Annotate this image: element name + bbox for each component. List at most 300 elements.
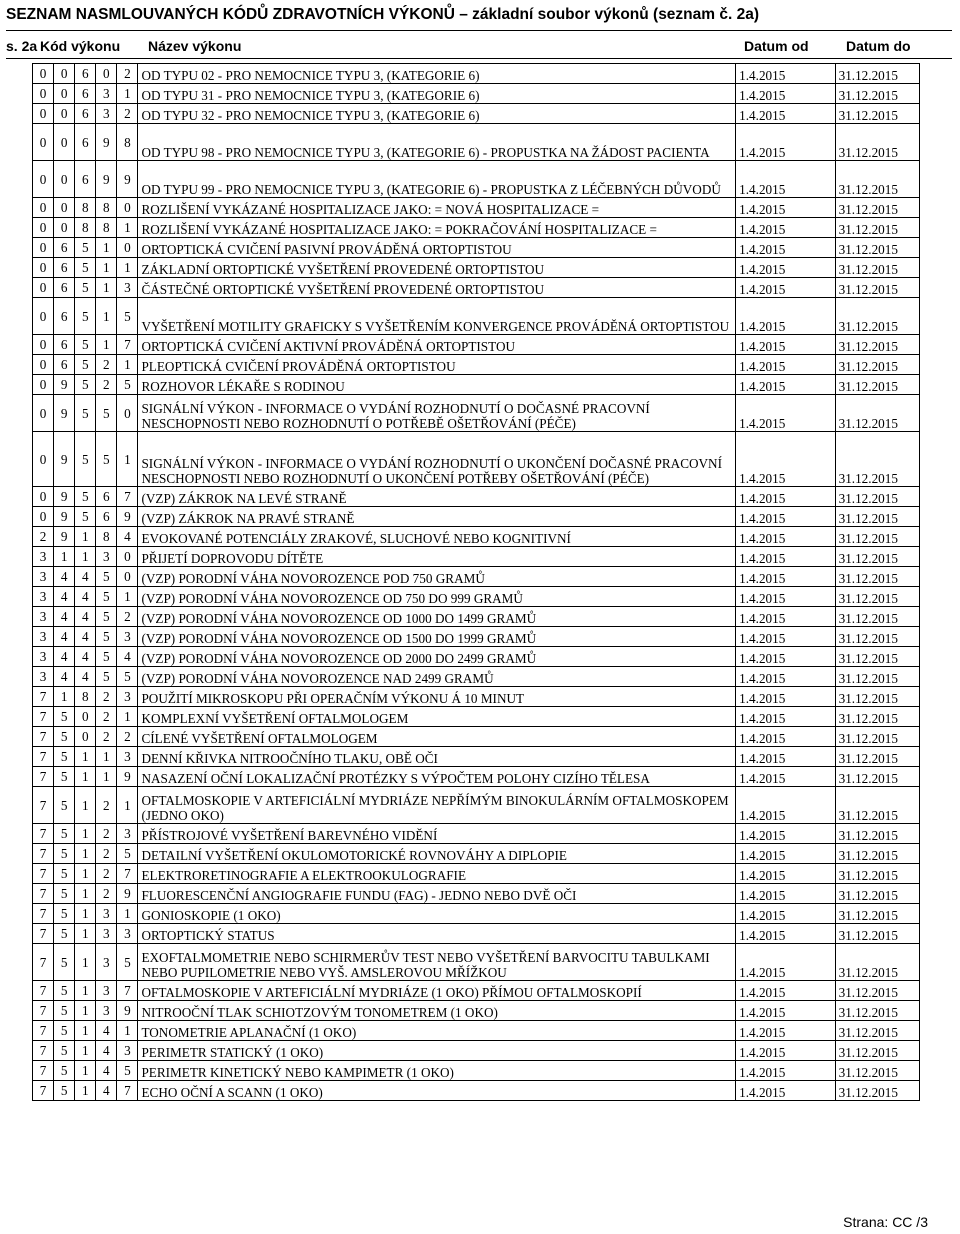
header-datum-od: Datum od xyxy=(744,38,809,54)
code-digit: 9 xyxy=(54,507,75,527)
table-row xyxy=(33,627,920,647)
datum-od: 1.4.2015 xyxy=(736,432,835,487)
code-digit: 3 xyxy=(96,981,117,1001)
vykon-name: TONOMETRIE APLANAČNÍ (1 OKO) xyxy=(138,1021,736,1041)
vykon-name: ROZHOVOR LÉKAŘE S RODINOU xyxy=(138,375,736,395)
code-digit: 4 xyxy=(54,667,75,687)
code-digit: 0 xyxy=(33,124,54,161)
top-rule xyxy=(6,30,952,31)
header-seznam: s. 2a xyxy=(6,38,38,54)
table-row xyxy=(33,667,920,687)
table-row xyxy=(33,124,920,161)
datum-do: 31.12.2015 xyxy=(835,375,919,395)
code-digit: 5 xyxy=(117,1061,138,1081)
code-digit: 5 xyxy=(96,395,117,432)
code-digit: 9 xyxy=(117,1001,138,1021)
table-row xyxy=(33,395,920,432)
table-row xyxy=(33,844,920,864)
datum-do: 31.12.2015 xyxy=(835,84,919,104)
code-digit: 0 xyxy=(117,567,138,587)
datum-od: 1.4.2015 xyxy=(736,747,835,767)
code-digit: 0 xyxy=(54,64,75,84)
code-digit: 0 xyxy=(117,395,138,432)
code-digit: 8 xyxy=(117,124,138,161)
datum-od: 1.4.2015 xyxy=(736,487,835,507)
code-digit: 1 xyxy=(75,904,96,924)
table-row xyxy=(33,864,920,884)
vykon-name: OD TYPU 31 - PRO NEMOCNICE TYPU 3, (KATEGORIE 6) xyxy=(138,84,736,104)
code-digit: 7 xyxy=(33,767,54,787)
code-digit: 1 xyxy=(75,547,96,567)
code-digit: 5 xyxy=(54,747,75,767)
table-row xyxy=(33,824,920,844)
code-digit: 8 xyxy=(75,198,96,218)
vykon-name: OD TYPU 02 - PRO NEMOCNICE TYPU 3, (KATEGORIE 6) xyxy=(138,64,736,84)
datum-do: 31.12.2015 xyxy=(835,124,919,161)
table-row xyxy=(33,767,920,787)
code-digit: 6 xyxy=(54,278,75,298)
datum-do: 31.12.2015 xyxy=(835,787,919,824)
vykon-name: SIGNÁLNÍ VÝKON - INFORMACE O VYDÁNÍ ROZHODNUTÍ O DOČASNÉ PRACOVNÍ NESCHOPNOSTI NEBO ROZHODNUTÍ O POTŘEBĚ OŠETŘOVÁNÍ (PÉČE) xyxy=(138,395,736,432)
code-digit: 9 xyxy=(117,507,138,527)
datum-do: 31.12.2015 xyxy=(835,527,919,547)
code-digit: 6 xyxy=(75,104,96,124)
code-digit: 3 xyxy=(96,944,117,981)
code-digit: 0 xyxy=(33,84,54,104)
code-digit: 9 xyxy=(117,161,138,198)
datum-do: 31.12.2015 xyxy=(835,278,919,298)
header-rule xyxy=(6,58,952,59)
vykon-name: ROZLIŠENÍ VYKÁZANÉ HOSPITALIZACE JAKO: = NOVÁ HOSPITALIZACE = xyxy=(138,198,736,218)
code-digit: 4 xyxy=(117,647,138,667)
code-digit: 5 xyxy=(96,647,117,667)
code-digit: 4 xyxy=(117,527,138,547)
code-digit: 4 xyxy=(75,647,96,667)
datum-do: 31.12.2015 xyxy=(835,844,919,864)
code-digit: 1 xyxy=(117,84,138,104)
code-digit: 0 xyxy=(33,298,54,335)
code-digit: 5 xyxy=(75,298,96,335)
vykon-name: OD TYPU 98 - PRO NEMOCNICE TYPU 3, (KATEGORIE 6) - PROPUSTKA NA ŽÁDOST PACIENTA xyxy=(138,124,736,161)
vykon-name: POUŽITÍ MIKROSKOPU PŘI OPERAČNÍM VÝKONU Á 10 MINUT xyxy=(138,687,736,707)
vykon-name: (VZP) PORODNÍ VÁHA NOVOROZENCE POD 750 GRAMŮ xyxy=(138,567,736,587)
datum-do: 31.12.2015 xyxy=(835,1001,919,1021)
vykon-name: (VZP) ZÁKROK NA LEVÉ STRANĚ xyxy=(138,487,736,507)
code-digit: 6 xyxy=(96,507,117,527)
code-digit: 0 xyxy=(33,507,54,527)
code-digit: 7 xyxy=(117,981,138,1001)
code-digit: 3 xyxy=(33,647,54,667)
vykon-name: EVOKOVANÉ POTENCIÁLY ZRAKOVÉ, SLUCHOVÉ NEBO KOGNITIVNÍ xyxy=(138,527,736,547)
code-digit: 7 xyxy=(33,924,54,944)
datum-do: 31.12.2015 xyxy=(835,335,919,355)
code-digit: 6 xyxy=(75,84,96,104)
datum-od: 1.4.2015 xyxy=(736,335,835,355)
code-digit: 5 xyxy=(96,627,117,647)
datum-do: 31.12.2015 xyxy=(835,981,919,1001)
code-digit: 3 xyxy=(96,84,117,104)
code-digit: 5 xyxy=(75,507,96,527)
table-row xyxy=(33,335,920,355)
code-digit: 2 xyxy=(33,527,54,547)
code-digit: 5 xyxy=(75,375,96,395)
code-digit: 7 xyxy=(117,1081,138,1101)
vykon-name: NASAZENÍ OČNÍ LOKALIZAČNÍ PROTÉZKY S VÝPOČTEM POLOHY CIZÍHO TĚLESA xyxy=(138,767,736,787)
code-digit: 9 xyxy=(54,395,75,432)
datum-od: 1.4.2015 xyxy=(736,884,835,904)
table-row xyxy=(33,707,920,727)
datum-do: 31.12.2015 xyxy=(835,218,919,238)
code-digit: 5 xyxy=(54,864,75,884)
code-digit: 7 xyxy=(33,707,54,727)
vykon-name: DENNÍ KŘIVKA NITROOČNÍHO TLAKU, OBĚ OČI xyxy=(138,747,736,767)
header-kod-vykonu: Kód výkonu xyxy=(40,38,121,54)
datum-do: 31.12.2015 xyxy=(835,161,919,198)
code-digit: 3 xyxy=(96,1001,117,1021)
code-digit: 3 xyxy=(117,627,138,647)
table-row xyxy=(33,787,920,824)
code-digit: 1 xyxy=(96,238,117,258)
code-digit: 3 xyxy=(33,547,54,567)
vykon-name: (VZP) PORODNÍ VÁHA NOVOROZENCE OD 1000 DO 1499 GRAMŮ xyxy=(138,607,736,627)
code-digit: 9 xyxy=(96,124,117,161)
datum-do: 31.12.2015 xyxy=(835,944,919,981)
table-row xyxy=(33,64,920,84)
code-digit: 2 xyxy=(96,844,117,864)
table-row xyxy=(33,567,920,587)
code-digit: 1 xyxy=(75,767,96,787)
code-digit: 3 xyxy=(117,687,138,707)
code-digit: 8 xyxy=(75,218,96,238)
table-row xyxy=(33,981,920,1001)
code-digit: 0 xyxy=(54,124,75,161)
code-digit: 5 xyxy=(54,904,75,924)
page-title: SEZNAM NASMLOUVANÝCH KÓDŮ ZDRAVOTNÍCH VÝKONŮ – základní soubor výkonů (seznam č. 2a) xyxy=(6,6,759,23)
code-digit: 5 xyxy=(75,258,96,278)
datum-do: 31.12.2015 xyxy=(835,487,919,507)
table-row xyxy=(33,487,920,507)
code-digit: 1 xyxy=(117,587,138,607)
code-digit: 5 xyxy=(54,1081,75,1101)
code-digit: 1 xyxy=(75,884,96,904)
code-digit: 1 xyxy=(75,844,96,864)
table-row xyxy=(33,687,920,707)
code-digit: 6 xyxy=(96,487,117,507)
code-digit: 3 xyxy=(33,607,54,627)
code-digit: 4 xyxy=(96,1061,117,1081)
datum-od: 1.4.2015 xyxy=(736,198,835,218)
code-digit: 1 xyxy=(96,258,117,278)
code-digit: 3 xyxy=(117,747,138,767)
table-row xyxy=(33,527,920,547)
code-digit: 1 xyxy=(117,432,138,487)
vykon-name: OFTALMOSKOPIE V ARTEFICIÁLNÍ MYDRIÁZE NEPŘÍMÝM BINOKULÁRNÍM OFTALMOSKOPEM (JEDNO OKO) xyxy=(138,787,736,824)
code-digit: 1 xyxy=(96,298,117,335)
datum-do: 31.12.2015 xyxy=(835,104,919,124)
table-row xyxy=(33,507,920,527)
code-digit: 6 xyxy=(54,335,75,355)
code-digit: 2 xyxy=(96,355,117,375)
code-digit: 4 xyxy=(96,1081,117,1101)
datum-od: 1.4.2015 xyxy=(736,507,835,527)
code-digit: 3 xyxy=(96,547,117,567)
vykon-name: (VZP) PORODNÍ VÁHA NOVOROZENCE NAD 2499 GRAMŮ xyxy=(138,667,736,687)
datum-do: 31.12.2015 xyxy=(835,507,919,527)
datum-od: 1.4.2015 xyxy=(736,64,835,84)
page-number: Strana: CC /3 xyxy=(843,1214,928,1230)
table-row xyxy=(33,84,920,104)
code-digit: 1 xyxy=(117,904,138,924)
code-digit: 0 xyxy=(54,104,75,124)
code-digit: 5 xyxy=(54,944,75,981)
code-digit: 7 xyxy=(33,884,54,904)
code-digit: 1 xyxy=(75,1041,96,1061)
vykon-name: OD TYPU 99 - PRO NEMOCNICE TYPU 3, (KATEGORIE 6) - PROPUSTKA Z LÉČEBNÝCH DŮVODŮ xyxy=(138,161,736,198)
code-digit: 6 xyxy=(54,238,75,258)
code-digit: 0 xyxy=(54,198,75,218)
column-header xyxy=(6,36,952,56)
code-digit: 2 xyxy=(96,727,117,747)
code-digit: 1 xyxy=(117,218,138,238)
code-digit: 9 xyxy=(54,487,75,507)
table-row xyxy=(33,278,920,298)
code-digit: 9 xyxy=(96,161,117,198)
datum-do: 31.12.2015 xyxy=(835,864,919,884)
vykon-name: OD TYPU 32 - PRO NEMOCNICE TYPU 3, (KATEGORIE 6) xyxy=(138,104,736,124)
vykon-name: PŘIJETÍ DOPROVODU DÍTĚTE xyxy=(138,547,736,567)
datum-od: 1.4.2015 xyxy=(736,1021,835,1041)
code-digit: 0 xyxy=(33,258,54,278)
code-digit: 7 xyxy=(33,1001,54,1021)
code-digit: 5 xyxy=(96,667,117,687)
code-digit: 1 xyxy=(96,335,117,355)
code-digit: 6 xyxy=(54,298,75,335)
code-digit: 4 xyxy=(96,1041,117,1061)
header-nazev-vykonu: Název výkonu xyxy=(148,38,242,54)
code-digit: 9 xyxy=(117,884,138,904)
code-digit: 5 xyxy=(54,884,75,904)
code-digit: 0 xyxy=(54,84,75,104)
datum-od: 1.4.2015 xyxy=(736,84,835,104)
datum-od: 1.4.2015 xyxy=(736,161,835,198)
code-digit: 7 xyxy=(33,981,54,1001)
code-digit: 1 xyxy=(75,1021,96,1041)
code-digit: 6 xyxy=(54,258,75,278)
code-digit: 5 xyxy=(54,824,75,844)
code-digit: 8 xyxy=(96,527,117,547)
datum-od: 1.4.2015 xyxy=(736,104,835,124)
datum-od: 1.4.2015 xyxy=(736,667,835,687)
code-digit: 1 xyxy=(96,278,117,298)
code-digit: 2 xyxy=(117,727,138,747)
table-row xyxy=(33,218,920,238)
table-row xyxy=(33,1041,920,1061)
datum-od: 1.4.2015 xyxy=(736,218,835,238)
code-digit: 7 xyxy=(33,904,54,924)
datum-do: 31.12.2015 xyxy=(835,824,919,844)
datum-do: 31.12.2015 xyxy=(835,904,919,924)
datum-do: 31.12.2015 xyxy=(835,567,919,587)
table-row xyxy=(33,1061,920,1081)
code-digit: 4 xyxy=(75,567,96,587)
code-digit: 3 xyxy=(33,587,54,607)
code-digit: 0 xyxy=(33,375,54,395)
datum-do: 31.12.2015 xyxy=(835,587,919,607)
vykon-name: FLUORESCENČNÍ ANGIOGRAFIE FUNDU (FAG) - JEDNO NEBO DVĚ OČI xyxy=(138,884,736,904)
code-digit: 0 xyxy=(33,335,54,355)
vykon-name: GONIOSKOPIE (1 OKO) xyxy=(138,904,736,924)
datum-od: 1.4.2015 xyxy=(736,395,835,432)
code-digit: 1 xyxy=(117,1021,138,1041)
code-digit: 5 xyxy=(75,355,96,375)
code-digit: 0 xyxy=(33,161,54,198)
code-digit: 7 xyxy=(117,864,138,884)
code-digit: 3 xyxy=(96,924,117,944)
vykon-name: CÍLENÉ VYŠETŘENÍ OFTALMOLOGEM xyxy=(138,727,736,747)
datum-do: 31.12.2015 xyxy=(835,298,919,335)
code-digit: 3 xyxy=(117,824,138,844)
code-digit: 9 xyxy=(54,432,75,487)
vykon-name: OFTALMOSKOPIE V ARTEFICIÁLNÍ MYDRIÁZE (1 OKO) PŘÍMOU OFTALMOSKOPIÍ xyxy=(138,981,736,1001)
code-digit: 4 xyxy=(75,627,96,647)
code-digit: 7 xyxy=(33,727,54,747)
code-digit: 8 xyxy=(96,198,117,218)
code-digit: 2 xyxy=(96,824,117,844)
code-digit: 5 xyxy=(75,395,96,432)
code-digit: 5 xyxy=(96,587,117,607)
table-row xyxy=(33,238,920,258)
datum-do: 31.12.2015 xyxy=(835,767,919,787)
datum-do: 31.12.2015 xyxy=(835,64,919,84)
datum-do: 31.12.2015 xyxy=(835,547,919,567)
code-digit: 3 xyxy=(117,1041,138,1061)
code-digit: 3 xyxy=(33,667,54,687)
code-digit: 4 xyxy=(54,587,75,607)
vykon-name: ČÁSTEČNÉ ORTOPTICKÉ VYŠETŘENÍ PROVEDENÉ ORTOPTISTOU xyxy=(138,278,736,298)
datum-od: 1.4.2015 xyxy=(736,864,835,884)
code-digit: 4 xyxy=(75,587,96,607)
datum-od: 1.4.2015 xyxy=(736,238,835,258)
code-digit: 0 xyxy=(54,161,75,198)
datum-do: 31.12.2015 xyxy=(835,395,919,432)
vykon-name: PERIMETR KINETICKÝ NEBO KAMPIMETR (1 OKO) xyxy=(138,1061,736,1081)
code-digit: 7 xyxy=(33,1061,54,1081)
code-digit: 0 xyxy=(117,547,138,567)
datum-od: 1.4.2015 xyxy=(736,1061,835,1081)
code-digit: 1 xyxy=(96,747,117,767)
datum-od: 1.4.2015 xyxy=(736,944,835,981)
code-digit: 5 xyxy=(117,298,138,335)
datum-do: 31.12.2015 xyxy=(835,667,919,687)
table-row xyxy=(33,161,920,198)
code-digit: 5 xyxy=(96,432,117,487)
code-digit: 5 xyxy=(117,375,138,395)
code-digit: 8 xyxy=(75,687,96,707)
code-digit: 1 xyxy=(75,1061,96,1081)
datum-do: 31.12.2015 xyxy=(835,707,919,727)
datum-od: 1.4.2015 xyxy=(736,727,835,747)
code-digit: 1 xyxy=(75,747,96,767)
code-digit: 7 xyxy=(33,1041,54,1061)
datum-od: 1.4.2015 xyxy=(736,1041,835,1061)
code-digit: 7 xyxy=(117,335,138,355)
datum-od: 1.4.2015 xyxy=(736,904,835,924)
vykon-name: KOMPLEXNÍ VYŠETŘENÍ OFTALMOLOGEM xyxy=(138,707,736,727)
code-digit: 0 xyxy=(33,395,54,432)
header-datum-do: Datum do xyxy=(846,38,911,54)
code-digit: 2 xyxy=(96,707,117,727)
code-digit: 5 xyxy=(117,667,138,687)
datum-od: 1.4.2015 xyxy=(736,707,835,727)
table-row xyxy=(33,104,920,124)
vykon-name: VYŠETŘENÍ MOTILITY GRAFICKY S VYŠETŘENÍM KONVERGENCE PROVÁDĚNÁ ORTOPTISTOU xyxy=(138,298,736,335)
code-digit: 4 xyxy=(54,627,75,647)
table-row xyxy=(33,198,920,218)
code-digit: 1 xyxy=(75,981,96,1001)
code-digit: 5 xyxy=(117,944,138,981)
code-digit: 5 xyxy=(54,1021,75,1041)
vykon-name: ORTOPTICKÁ CVIČENÍ AKTIVNÍ PROVÁDĚNÁ ORTOPTISTOU xyxy=(138,335,736,355)
code-digit: 6 xyxy=(75,64,96,84)
code-digit: 5 xyxy=(54,1041,75,1061)
code-digit: 9 xyxy=(117,767,138,787)
datum-do: 31.12.2015 xyxy=(835,647,919,667)
codes-table xyxy=(32,63,920,1101)
code-digit: 5 xyxy=(54,1001,75,1021)
code-digit: 0 xyxy=(96,64,117,84)
code-digit: 1 xyxy=(54,687,75,707)
vykon-name: ELEKTRORETINOGRAFIE A ELEKTROOKULOGRAFIE xyxy=(138,864,736,884)
datum-do: 31.12.2015 xyxy=(835,1041,919,1061)
code-digit: 1 xyxy=(96,767,117,787)
code-digit: 7 xyxy=(33,1081,54,1101)
code-digit: 2 xyxy=(96,884,117,904)
datum-od: 1.4.2015 xyxy=(736,258,835,278)
datum-do: 31.12.2015 xyxy=(835,884,919,904)
datum-do: 31.12.2015 xyxy=(835,924,919,944)
code-digit: 1 xyxy=(75,1001,96,1021)
vykon-name: PLEOPTICKÁ CVIČENÍ PROVÁDĚNÁ ORTOPTISTOU xyxy=(138,355,736,375)
table-row xyxy=(33,647,920,667)
datum-do: 31.12.2015 xyxy=(835,432,919,487)
code-digit: 5 xyxy=(54,787,75,824)
table-row xyxy=(33,884,920,904)
code-digit: 7 xyxy=(33,844,54,864)
table-row xyxy=(33,432,920,487)
table-row xyxy=(33,727,920,747)
code-digit: 7 xyxy=(33,944,54,981)
code-digit: 5 xyxy=(54,1061,75,1081)
code-digit: 3 xyxy=(33,567,54,587)
code-digit: 4 xyxy=(54,567,75,587)
code-digit: 5 xyxy=(54,767,75,787)
code-digit: 1 xyxy=(117,707,138,727)
code-digit: 2 xyxy=(96,687,117,707)
datum-od: 1.4.2015 xyxy=(736,687,835,707)
code-digit: 7 xyxy=(33,747,54,767)
code-digit: 2 xyxy=(96,787,117,824)
code-digit: 2 xyxy=(117,104,138,124)
datum-do: 31.12.2015 xyxy=(835,747,919,767)
code-digit: 0 xyxy=(117,238,138,258)
datum-do: 31.12.2015 xyxy=(835,258,919,278)
vykon-name: ECHO OČNÍ A SCANN (1 OKO) xyxy=(138,1081,736,1101)
datum-od: 1.4.2015 xyxy=(736,787,835,824)
vykon-name: DETAILNÍ VYŠETŘENÍ OKULOMOTORICKÉ ROVNOVÁHY A DIPLOPIE xyxy=(138,844,736,864)
datum-do: 31.12.2015 xyxy=(835,238,919,258)
code-digit: 4 xyxy=(54,647,75,667)
vykon-name: ROZLIŠENÍ VYKÁZANÉ HOSPITALIZACE JAKO: = POKRAČOVÁNÍ HOSPITALIZACE = xyxy=(138,218,736,238)
